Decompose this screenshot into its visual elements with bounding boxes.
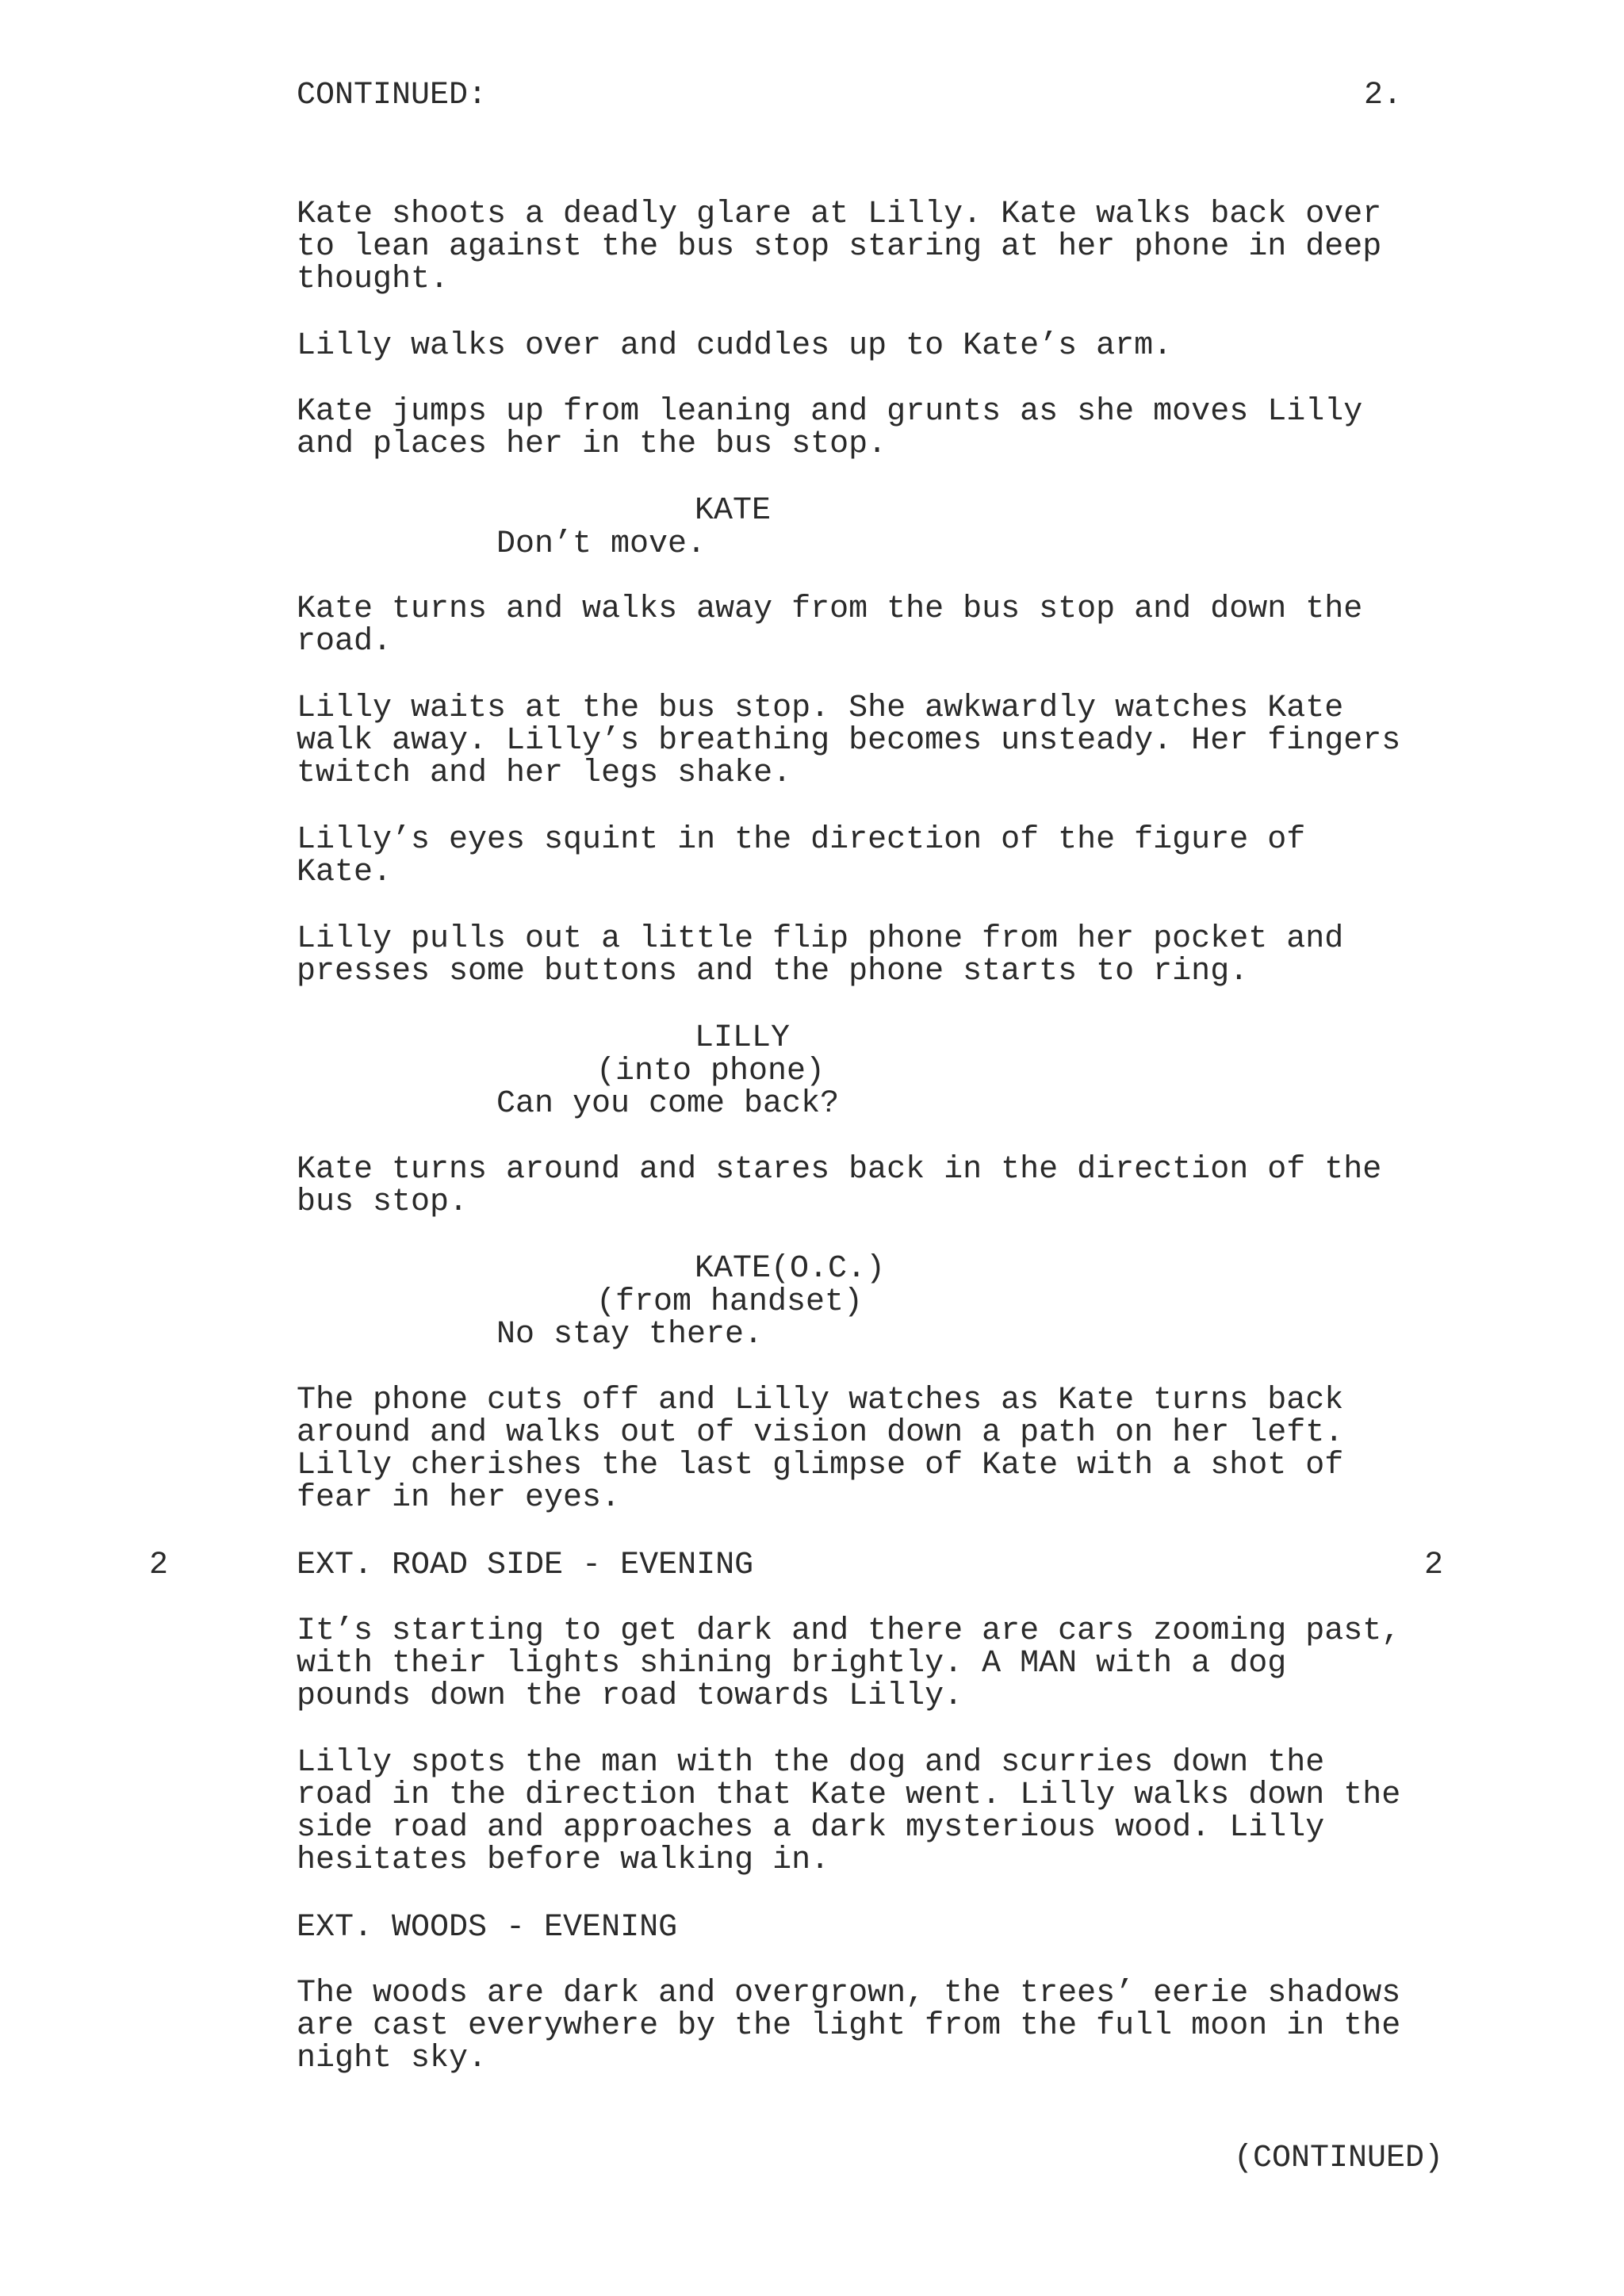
action-paragraph: The woods are dark and overgrown, the trees’ eerie shadows are cast everywhere by the light from the full moon in the night sky. xyxy=(297,1976,1401,2076)
action-paragraph: Lilly’s eyes squint in the direction of the figure of Kate. xyxy=(297,822,1306,890)
parenthetical: (from handset) xyxy=(596,1284,864,1320)
character-name: KATE(O.C.) xyxy=(695,1251,886,1287)
action-paragraph: It’s starting to get dark and there are cars zooming past, with their lights shining brightly. A MAN with a dog pounds down the road towards Lilly. xyxy=(297,1613,1401,1714)
action-paragraph: The phone cuts off and Lilly watches as Kate turns back around and walks out of vision down a path on her left. Lilly cherishes the last glimpse of Kate with a shot of fear in her eyes. xyxy=(297,1383,1344,1516)
action-paragraph: Lilly pulls out a little flip phone from her pocket and presses some buttons and the phone starts to ring. xyxy=(297,921,1344,989)
scene-number-left: 2 xyxy=(149,1548,169,1583)
action-paragraph: Kate turns and walks away from the bus stop and down the road. xyxy=(297,591,1363,660)
page-number: 2. xyxy=(1364,78,1403,113)
action-paragraph: Kate turns around and stares back in the direction of the bus stop. xyxy=(297,1152,1382,1220)
dialogue-line: No stay there. xyxy=(496,1317,764,1353)
action-paragraph: Kate jumps up from leaning and grunts as she moves Lilly and places her in the bus stop. xyxy=(297,394,1363,462)
continued-header: CONTINUED: xyxy=(297,78,488,113)
scene-number-right: 2 xyxy=(1424,1548,1444,1583)
scene-heading: EXT. WOODS - EVENING xyxy=(297,1910,678,1946)
character-name: KATE xyxy=(695,493,772,529)
action-paragraph: Lilly walks over and cuddles up to Kate’s arm. xyxy=(297,328,1173,364)
dialogue-line: Don’t move. xyxy=(496,526,707,562)
action-paragraph: Lilly waits at the bus stop. She awkwardly watches Kate walk away. Lilly’s breathing becomes unsteady. Her fingers twitch and her legs shake. xyxy=(297,691,1401,791)
dialogue-line: Can you come back? xyxy=(496,1086,840,1122)
scene-heading: EXT. ROAD SIDE - EVENING xyxy=(297,1548,754,1583)
action-paragraph: Lilly spots the man with the dog and scurries down the road in the direction that Kate went. Lilly walks down the side road and approaches a dark mysterious wood. Lilly hesitates before walking in. xyxy=(297,1745,1401,1878)
character-name: LILLY xyxy=(695,1020,791,1056)
action-paragraph: Kate shoots a deadly glare at Lilly. Kate walks back over to lean against the bus stop staring at her phone in deep thought. xyxy=(297,197,1382,297)
parenthetical: (into phone) xyxy=(596,1054,825,1089)
continued-footer: (CONTINUED) xyxy=(1234,2141,1444,2176)
